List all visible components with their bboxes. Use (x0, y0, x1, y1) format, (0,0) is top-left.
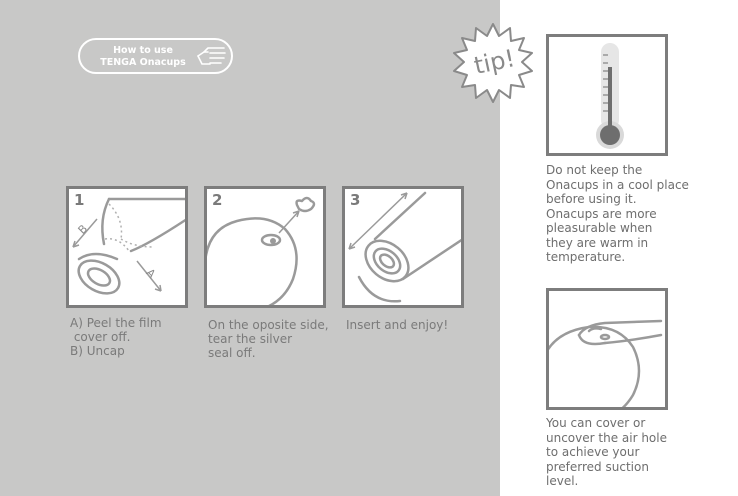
step-3-illustration (342, 186, 464, 308)
finger-cover-hole-icon (549, 291, 665, 407)
step-number: 3 (350, 191, 361, 209)
caption-line: before using it. (546, 192, 637, 206)
caption-line: seal off. (208, 346, 256, 360)
caption-line: A) Peel the film (70, 316, 162, 330)
insert-drawing (345, 189, 461, 305)
peel-cover-drawing (69, 189, 185, 305)
caption-line: You can cover or (546, 416, 646, 430)
badge-title-line-1: How to use (113, 45, 173, 56)
caption-line: Onacups in a cool place (546, 177, 689, 192)
thermometer-icon (549, 37, 665, 153)
tip-label: tip! (471, 44, 518, 80)
tip-1-illustration (546, 34, 668, 156)
caption-line: uncover the air hole (546, 430, 667, 445)
arrow-label-a: A (143, 266, 159, 281)
tear-seal-drawing (207, 189, 323, 305)
badge-title-line-2: TENGA Onacups (100, 57, 186, 68)
caption-line: pleasurable when (546, 221, 653, 235)
step-1-illustration (66, 186, 188, 308)
caption-line: Onacups are more (546, 206, 657, 221)
step-3-caption (346, 318, 448, 332)
caption-line: Do not keep the (546, 163, 643, 177)
caption-line: On the oposite side, (208, 318, 329, 332)
arrow-label-b: B (75, 222, 91, 237)
badge-title (90, 45, 196, 69)
step-number: 1 (74, 191, 85, 209)
caption-line: to achieve your (546, 445, 640, 459)
caption-line: tear the silver (208, 332, 293, 346)
hand-icon (196, 44, 228, 68)
step-2-caption (208, 318, 329, 360)
tip-1-caption (546, 163, 689, 265)
step-number: 2 (212, 191, 223, 209)
tip-badge (448, 20, 538, 114)
step-2-illustration (204, 186, 326, 308)
caption-line: preferred suction (546, 459, 649, 474)
caption-line: Insert and enjoy! (346, 318, 449, 332)
tip-2-caption (546, 416, 667, 489)
caption-line: cover off. (70, 330, 131, 344)
caption-line: they are warm in (546, 235, 649, 250)
how-to-use-badge (78, 38, 233, 74)
tip-2-illustration (546, 288, 668, 410)
caption-line: level. (546, 474, 579, 488)
caption-line: B) Uncap (70, 344, 125, 358)
step-1-caption (70, 316, 162, 358)
caption-line: temperature. (546, 250, 626, 264)
